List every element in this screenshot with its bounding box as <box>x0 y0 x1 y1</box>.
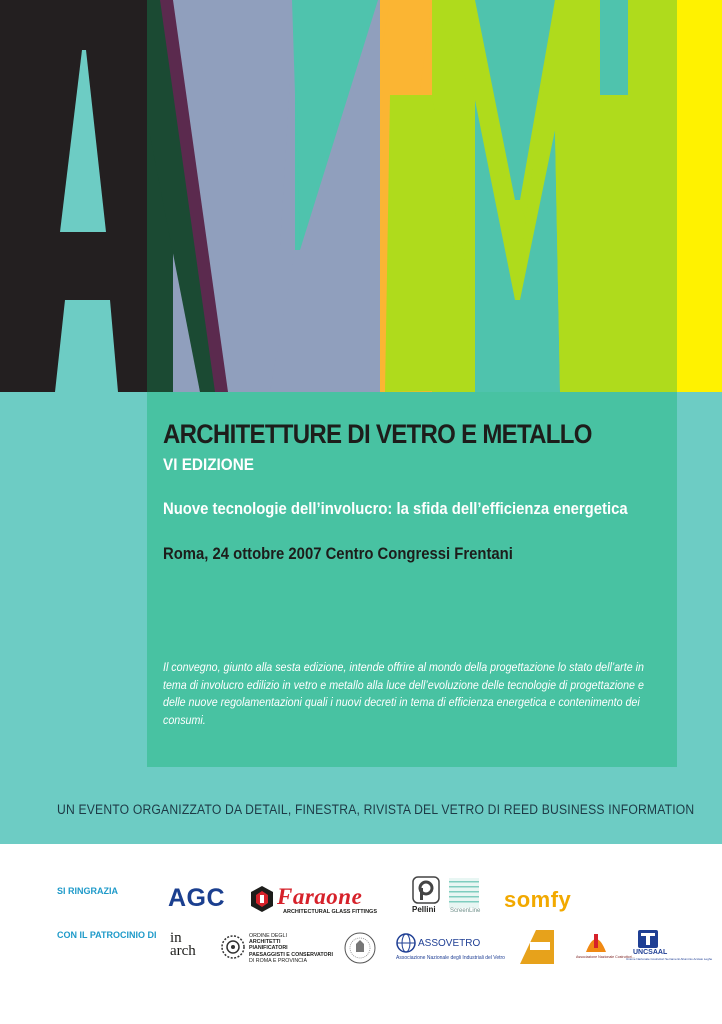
assovetro-globe-icon <box>396 933 416 953</box>
sponsors-label: SI RINGRAZIA <box>57 886 119 896</box>
screenline-blinds-icon <box>449 878 479 908</box>
ordine-line: ORDINE DEGLI <box>249 933 287 939</box>
unicmi-dome-icon <box>583 930 609 954</box>
uncsaal-wordmark: UNCSAAL <box>633 949 668 956</box>
agc-logo <box>168 884 225 913</box>
pellini-mark-icon <box>412 876 440 904</box>
somfy-logo <box>504 887 571 913</box>
inarch-wordmark: in arch <box>170 930 196 959</box>
seal-logo <box>344 932 378 966</box>
faraone-logo <box>251 884 389 916</box>
assovetro-logo <box>396 932 514 964</box>
uncsaal-mark-icon <box>638 930 658 948</box>
pellini-logo <box>412 876 442 916</box>
organizer-line: UN EVENTO ORGANIZZATO DA DETAIL, FINESTRA, RIVISTA DEL VETRO DI REED BUSINESS INFORMATION <box>57 802 695 817</box>
unicmi-caption: Associazione Nazionale Costruttori... <box>576 955 635 959</box>
unicmi-logo <box>576 930 635 966</box>
assovetro-subtitle: Associazione Nazionale degli Industriali del Vetro <box>396 955 505 961</box>
faraone-wordmark: Faraone <box>277 884 363 909</box>
inarch-logo <box>170 932 202 962</box>
seal-icon <box>344 932 376 964</box>
acmt-mark-icon <box>520 930 554 964</box>
acmt-logo <box>520 930 554 964</box>
screenline-wordmark: ScreenLine <box>450 908 481 914</box>
event-title: ARCHITETTURE DI VETRO E METALLO <box>163 419 592 449</box>
screenline-logo <box>449 878 483 918</box>
pellini-wordmark: Pellini <box>412 905 436 914</box>
assovetro-wordmark: ASSOVETRO <box>418 938 481 949</box>
ordine-line: PAESAGGISTI E CONSERVATORI <box>249 951 333 958</box>
ordine-line: ARCHITETTI <box>249 939 281 946</box>
ordine-text <box>249 933 333 964</box>
event-subtitle: Nuove tecnologie dell’involucro: la sfida dell’efficienza energetica <box>163 500 628 518</box>
somfy-wordmark: somfy <box>504 887 572 912</box>
ordine-line: PIANIFICATORI <box>249 945 288 952</box>
uncsaal-logo <box>626 930 713 966</box>
event-description: Il convegno, giunto alla sesta edizione, intende offrire al mondo della progettazione lo stato dell’arte in tema di involucro edilizio in vetro e metallo alla luce dell’evoluzione delle tecnologie di progettazione e delle nuove regolamentazioni quali i nuovi decreti in tema di efficienza energetica e contenimento dei consumi. <box>163 660 644 727</box>
ordine-rosette-icon <box>221 935 245 959</box>
ordine-line: DI ROMA E PROVINCIA <box>249 957 307 964</box>
faraone-emblem-icon <box>251 886 273 912</box>
hero-banner <box>0 0 722 392</box>
ordine-architetti-logo <box>221 933 331 965</box>
edition-label: VI EDIZIONE <box>163 455 254 474</box>
patrons-label: CON IL PATROCINIO DI <box>57 930 157 940</box>
avm-letters-graphic <box>0 0 722 392</box>
event-date-location: Roma, 24 ottobre 2007 Centro Congressi Frentani <box>163 545 513 563</box>
uncsaal-caption: Unione Nazionale Costruttori Serramenti Alluminio Acciaio Leghe <box>626 957 713 961</box>
faraone-tagline: ARCHITECTURAL GLASS FITTINGS <box>283 909 378 915</box>
agc-wordmark: AGC <box>168 884 226 912</box>
